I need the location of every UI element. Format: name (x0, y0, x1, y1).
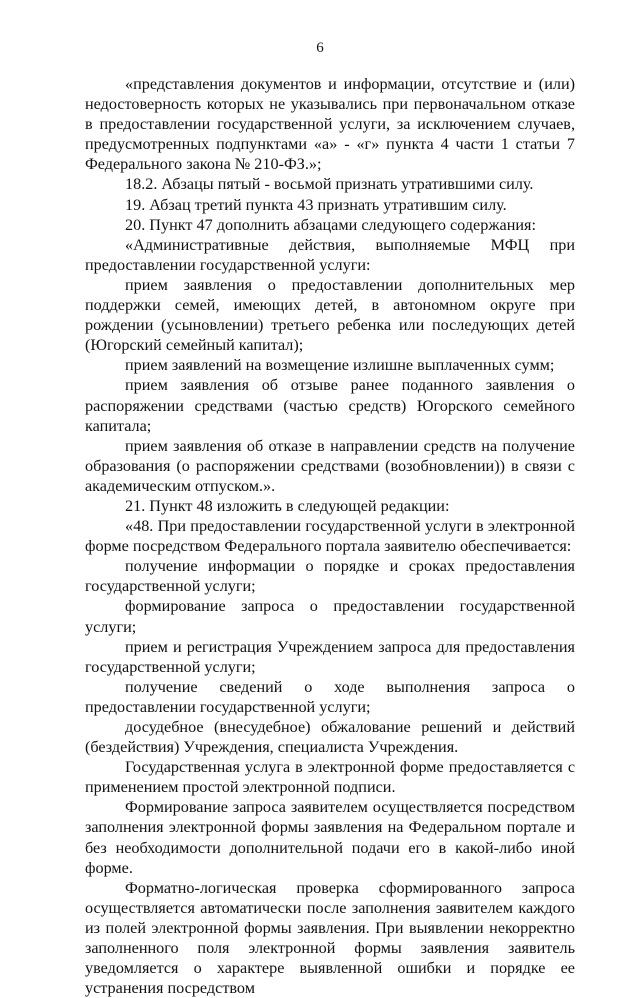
paragraph-8: прием заявления об отказе в направлении средств на получение образования (о распоряжении средствами (возобновлении)) в связи с академическим отпуском.». (85, 436, 575, 495)
paragraph-0: «представления документов и информации, отсутствие и (или) недостоверность которых не указывались при первоначальном отказе в предоставлении государственной услуги, за исключением случаев, предусмотренных подпунктами «а» - «г» пункта 4 части 1 статьи 7 Федерального закона № 210-ФЗ.»; (85, 75, 575, 174)
paragraph-12: формирование запроса о предоставлении государственной услуги; (85, 597, 575, 636)
paragraph-11: получение информации о порядке и сроках предоставления государственной услуги; (85, 557, 575, 596)
paragraph-1: 18.2. Абзацы пятый - восьмой признать утратившими силу. (125, 175, 534, 194)
paragraph-3: 20. Пункт 47 дополнить абзацами следующего содержания: (125, 215, 536, 234)
paragraph-14: получение сведений о ходе выполнения запроса о предоставлении государственной услуги; (85, 677, 575, 716)
paragraph-10: «48. При предоставлении государственной услуги в электронной форме посредством Федерального портала заявителю обеспечивается: (85, 517, 575, 556)
paragraph-4: «Административные действия, выполняемые МФЦ при предоставлении государственной услуги: (85, 235, 575, 274)
page-number: 6 (316, 40, 324, 56)
paragraph-7: прием заявления об отзыве ранее поданного заявления о распоряжении средствами (частью средств) Югорского семейного капитала; (85, 376, 575, 435)
paragraph-6: прием заявлений на возмещение излишне выплаченных сумм; (125, 356, 555, 375)
paragraph-17: Формирование запроса заявителем осуществляется посредством заполнения электронной формы заявления на Федеральном портале и без необходимости дополнительной подачи его в какой-либо иной форме. (85, 798, 575, 877)
document-body (85, 74, 575, 998)
paragraph-15: досудебное (внесудебное) обжалование решений и действий (бездействия) Учреждения, специалиста Учреждения. (85, 718, 575, 757)
paragraph-13: прием и регистрация Учреждением запроса для предоставления государственной услуги; (85, 637, 575, 676)
paragraph-18: Форматно-логическая проверка сформированного запроса осуществляется автоматически после заполнения заявителем каждого из полей электронной формы заявления. При выявлении некорректно заполненного поля электронной формы заявления заявитель уведомляется о характере выявленной ошибки и порядке ее устранения посредством (85, 878, 575, 998)
paragraph-5: прием заявления о предоставлении дополнительных мер поддержки семей, имеющих детей, в автономном округе при рождении (усыновлении) третьего ребенка или последующих детей (Югорский семейный капитал); (85, 275, 575, 355)
paragraph-2: 19. Абзац третий пункта 43 признать утратившим силу. (125, 195, 507, 214)
paragraph-9: 21. Пункт 48 изложить в следующей редакции: (125, 496, 450, 515)
paragraph-16: Государственная услуга в электронной форме предоставляется с применением простой электронной подписи. (85, 758, 575, 797)
